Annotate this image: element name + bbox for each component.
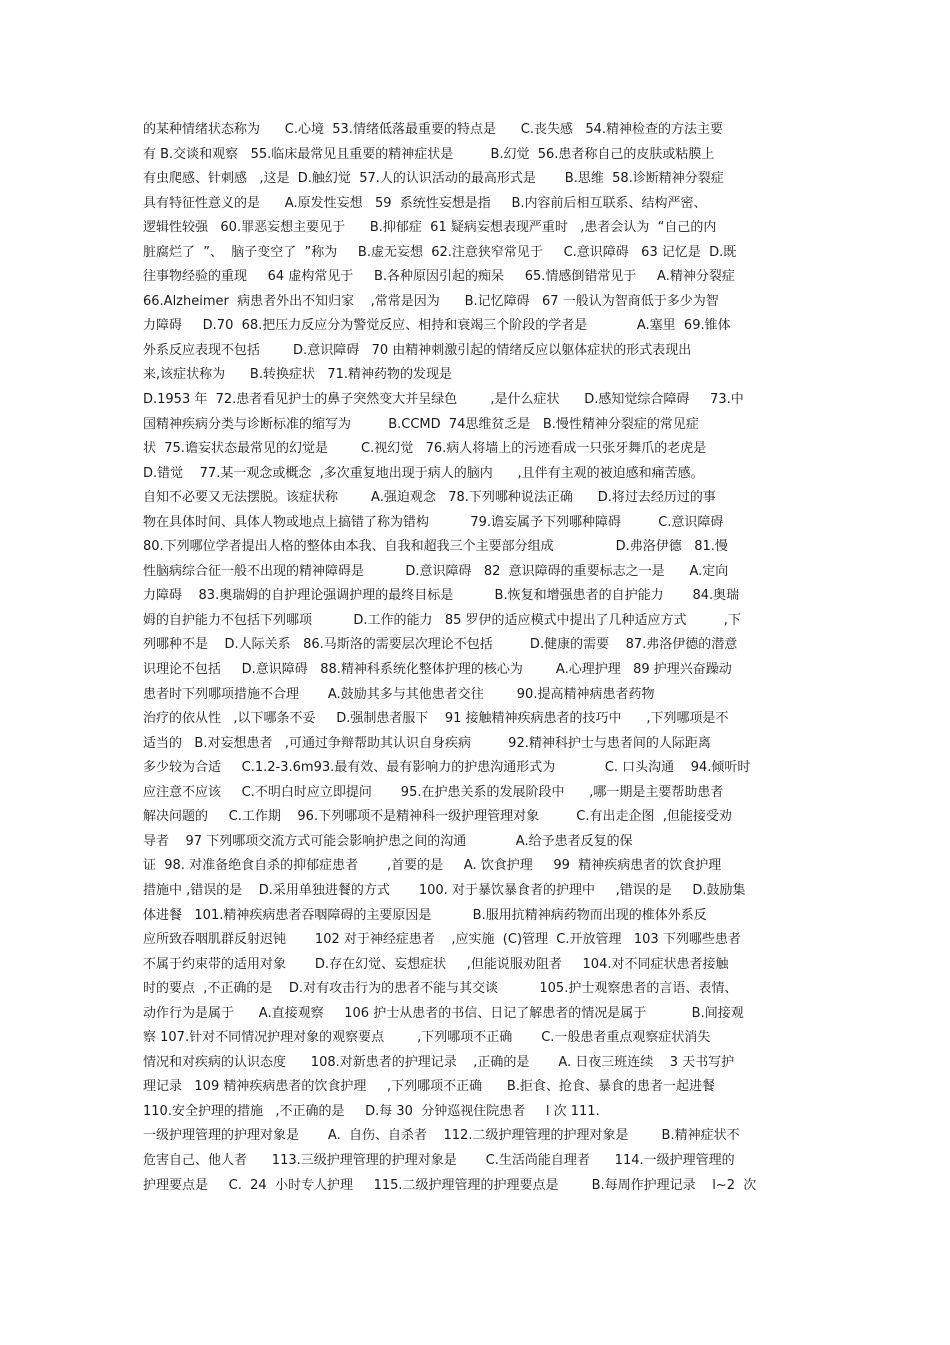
- text-line: 措施中 ,错误的是 D.采用单独进餐的方式 100. 对于暴饮暴食者的护理中 ,错误的是 D.鼓励集: [143, 882, 746, 898]
- text-line: 不属于约束带的适用对象 D.存在幻觉、妄想症状 ,但能说服劝阻者 104.对不同症状患者接触: [143, 956, 729, 972]
- text-line: 性脑病综合征一般不出现的精神障碍是 D.意识障碍 82 意识障碍的重要标志之一是 A.定向: [143, 563, 729, 579]
- text-line: 来,该症状称为 B.转换症状 71.精神药物的发现是: [143, 367, 453, 383]
- text-line: 多少较为合适 C.1.2-3.6m93.最有效、最有影响力的护患沟通形式为 C. 口头沟通 94.倾听时: [143, 760, 751, 776]
- text-line: 具有特征性意义的是 A.原发性妄想 59 系统性妄想是指 B.内容前后相互联系、结构严密、: [143, 195, 707, 211]
- text-line: 理记录 109 精神疾病患者的饮食护理 ,下列哪项不正确 B.拒食、抢食、暴食的患者一起进餐: [143, 1079, 715, 1095]
- text-line: 动作行为是属于 A.直接观察 106 护士从患者的书信、日记了解患者的情况是属于 B.间接观: [143, 1005, 744, 1021]
- text-line: 自知不必要又无法摆脱。该症状称 A.强迫观念 78.下列哪种说法正确 D.将过去经历过的事: [143, 490, 716, 506]
- text-line: 力障碍 D.70 68.把压力反应分为警觉反应、相持和衰竭三个阶段的学者是 A.塞里 69.锥体: [143, 318, 731, 334]
- text-line: 护理要点是 C. 24 小时专人护理 115.二级护理管理的护理要点是 B.每周作护理记录 l~2 次: [143, 1177, 757, 1193]
- text-line: 情况和对疾病的认识态度 108.对新患者的护理记录 ,正确的是 A. 日夜三班连续 3 天书写护: [143, 1054, 735, 1070]
- text-line: 应所致吞咽肌群反射迟钝 102 对于神经症患者 ,应实施 (C)管理 C.开放管理 103 下列哪些患者: [143, 932, 741, 948]
- text-line: 体进餐 101.精神疾病患者吞咽障碍的主要原因是 B.服用抗精神病药物而出现的椎体外系反: [143, 907, 707, 923]
- text-line: 110.安全护理的措施 ,不正确的是 D.每 30 分钟巡视住院患者 l 次 111.: [143, 1103, 600, 1119]
- text-line: 适当的 B.对妄想患者 ,可通过争辩帮助其认识自身疾病 92.精神科护士与患者间的人际距离: [143, 735, 711, 751]
- text-line: 外系反应表现不包括 D.意识障碍 70 由精神刺激引起的情绪反应以躯体症状的形式表现出: [143, 342, 692, 358]
- text-line: 80.下列哪位学者提出人格的整体由本我、自我和超我三个主要部分组成 D.弗洛伊德 81.慢: [143, 539, 728, 555]
- text-line: 应注意不应该 C.不明白时应立即提问 95.在护患关系的发展阶段中 ,哪一期是主要帮助患者: [143, 784, 724, 800]
- text-line: 导者 97 下列哪项交流方式可能会影响护患之间的沟通 A.给予患者反复的保: [143, 833, 633, 849]
- text-line: 逻辑性较强 60.罪恶妄想主要见于 B.抑郁症 61 疑病妄想表现严重时 ,患者会认为 “自己的内: [143, 220, 717, 236]
- text-line: 患者时下列哪项措施不合理 A.鼓励其多与其他患者交往 90.提高精神病患者药物: [143, 686, 655, 702]
- document-body: [143, 118, 808, 1198]
- text-line: 物在具体时间、具体人物或地点上搞错了称为错构 79.谵妄属予下列哪种障碍 C.意识障碍: [143, 514, 724, 530]
- text-line: 治疗的依从性 ,以下哪条不妥 D.强制患者服下 91 接触精神疾病患者的技巧中 ,下列哪项是不: [143, 711, 729, 727]
- text-line: 一级护理管理的护理对象是 A. 自伤、自杀者 112.二级护理管理的护理对象是 B.精神症状不: [143, 1128, 740, 1144]
- text-line: 状 75.谵妄状态最常见的幻觉是 C.视幻觉 76.病人将墙上的污迹看成一只张牙舞爪的老虎是: [143, 441, 707, 457]
- text-line: 察 107.针对不同情况护理对象的观察要点 ,下列哪项不正确 C.一般患者重点观察症状消失: [143, 1030, 711, 1046]
- text-line: D.错觉 77.某一观念或概念 ,多次重复地出现于病人的脑内 ,且伴有主观的被迫感和痛苦感。: [143, 465, 704, 481]
- text-line: 有虫爬感、针刺感 ,这是 D.触幻觉 57.人的认识活动的最高形式是 B.思维 58.诊断精神分裂症: [143, 171, 724, 187]
- text-line: 的某种情绪状态称为 C.心境 53.情绪低落最重要的特点是 C.丧失感 54.精神检查的方法主要: [143, 122, 724, 137]
- text-line: 列哪种不是 D.人际关系 86.马斯洛的需要层次理论不包括 D.健康的需要 87.弗洛伊德的潜意: [143, 637, 738, 653]
- text-line: 证 98. 对准备绝食自杀的抑郁症患者 ,首要的是 A. 饮食护理 99 精神疾病患者的饮食护理: [143, 858, 722, 874]
- text-line: 有 B.交谈和观察 55.临床最常见且重要的精神症状是 B.幻觉 56.患者称自己的皮肤或粘膜上: [143, 146, 715, 162]
- text-line: 往事物经验的重现 64 虚构常见于 B.各种原因引起的痴呆 65.情感倒错常见于 A.精神分裂症: [143, 269, 735, 285]
- text-line: 66.Alzheimer 病患者外出不知归家 ,常常是因为 B.记忆障碍 67 一般认为智商低于多少为智: [143, 293, 719, 309]
- text-line: 脏腐烂了 ”、 脑子变空了 ”称为 B.虚无妄想 62.注意狭窄常见于 C.意识障碍 63 记忆是 D.既: [143, 244, 737, 260]
- text-line: 时的要点 ,不正确的是 D.对有攻击行为的患者不能与其交谈 105.护士观察患者的言语、表情、: [143, 981, 738, 997]
- text-line: D.1953 年 72.患者看见护士的鼻子突然变大并呈绿色 ,是什么症状 D.感知觉综合障碍 73.中: [143, 392, 744, 408]
- text-line: 危害自己、他人者 113.三级护理管理的护理对象是 C.生活尚能自理者 114.一级护理管理的: [143, 1152, 735, 1168]
- text-line: 力障碍 83.奥瑞姆的自护理论强调护理的最终目标是 B.恢复和增强患者的自护能力 84.奥瑞: [143, 588, 740, 604]
- text-line: 识理论不包括 D.意识障碍 88.精神科系统化整体护理的核心为 A.心理护理 89 护理兴奋躁动: [143, 662, 732, 678]
- text-line: 姆的自护能力不包括下列哪项 D.工作的能力 85 罗伊的适应模式中提出了几种适应方式 ,下: [143, 612, 741, 628]
- text-line: 解决问题的 C.工作期 96.下列哪项不是精神科一级护理管理对象 C.有出走企图 ,但能接受劝: [143, 809, 732, 825]
- text-line: 国精神疾病分类与诊断标准的缩写为 B.CCMD 74思维贫乏是 B.慢性精神分裂症的常见症: [143, 416, 699, 432]
